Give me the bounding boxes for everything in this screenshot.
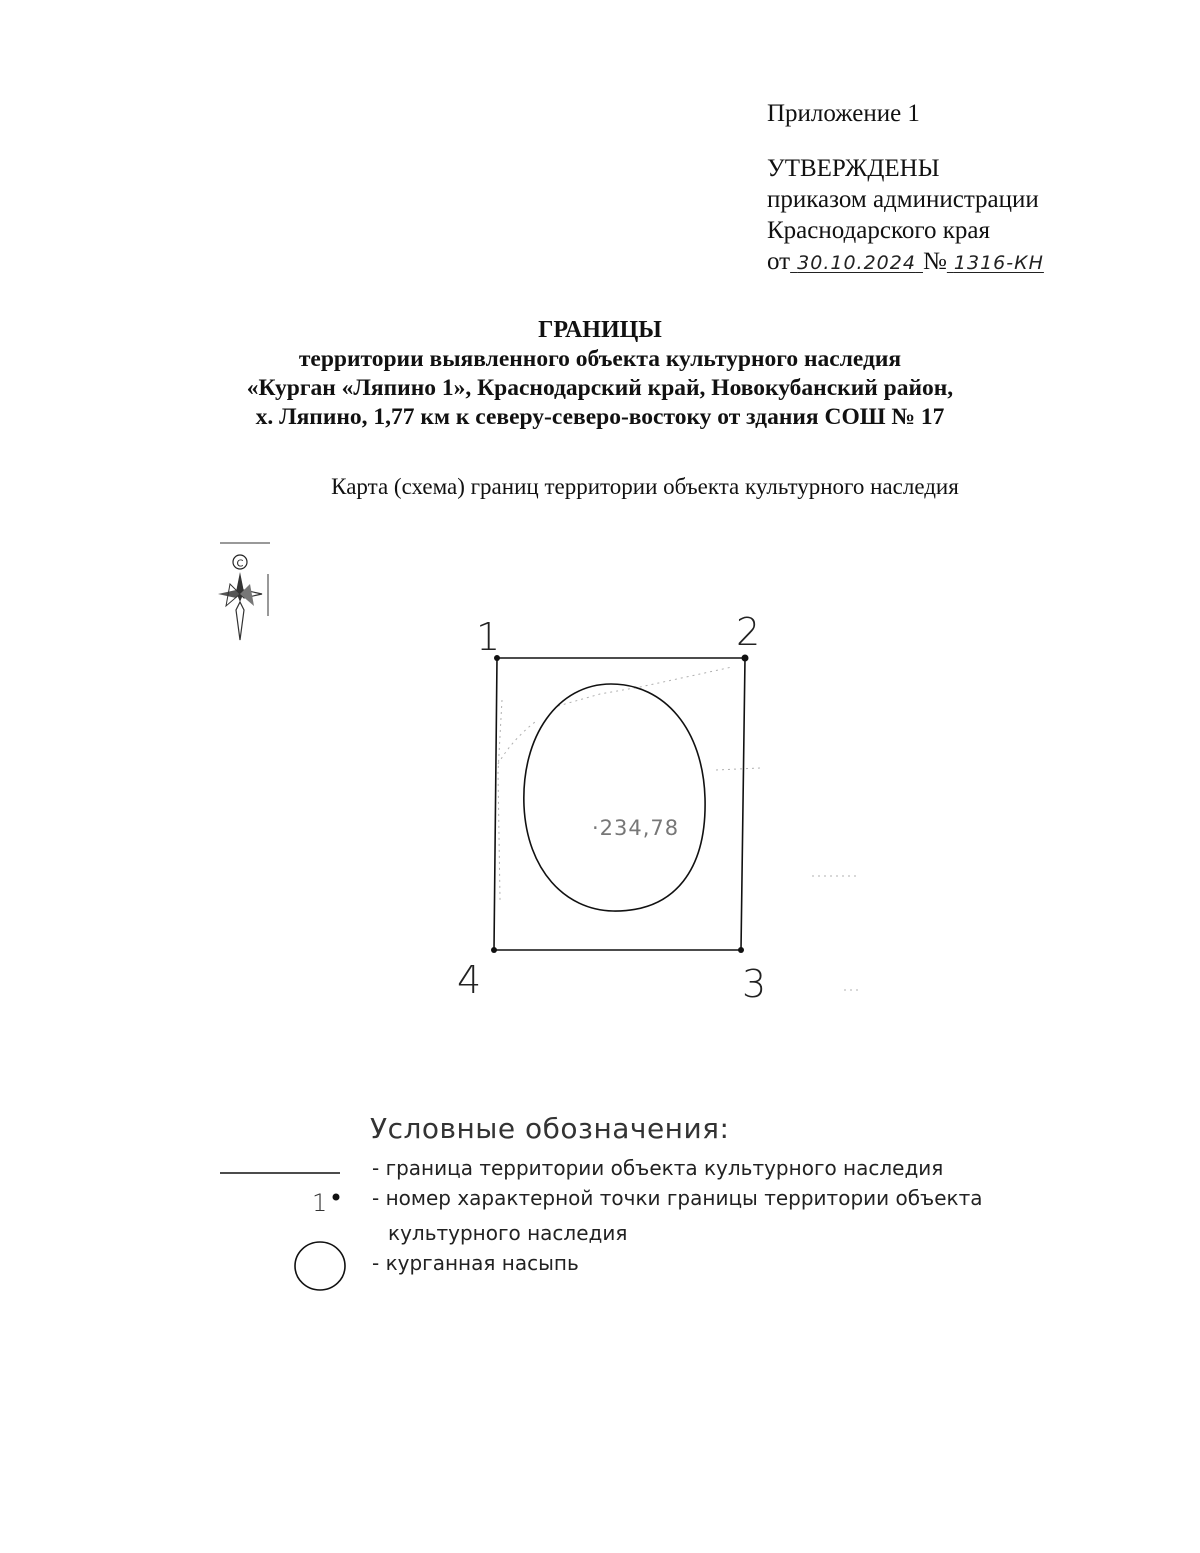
legend-point-number: 1 xyxy=(312,1189,328,1217)
point-label-1: 1 xyxy=(476,615,501,659)
legend-mound-label: - курганная насыпь xyxy=(372,1251,579,1275)
number-value: 1316-КН xyxy=(953,252,1044,274)
elevation-mark: ·234,78 xyxy=(592,816,680,840)
date-value: 30.10.2024 xyxy=(797,252,916,274)
date-prefix: от xyxy=(767,248,791,275)
number-prefix: № xyxy=(923,248,947,275)
legend-point-dot-icon xyxy=(333,1194,340,1201)
title-line-2: территории выявленного объекта культурного наследия xyxy=(298,346,902,372)
point-label-4: 4 xyxy=(457,958,482,1002)
compass-letter: С xyxy=(236,558,244,570)
point-label-2: 2 xyxy=(736,610,761,654)
region-label: Краснодарского края xyxy=(767,217,990,244)
by-order-label: приказом администрации xyxy=(767,186,1039,213)
legend-boundary-label: - граница территории объекта культурного наследия xyxy=(372,1156,944,1180)
map-subtitle: Карта (схема) границ территории объекта культурного наследия xyxy=(331,474,959,499)
legend-point-label-cont: культурного наследия xyxy=(388,1221,628,1245)
appendix-label: Приложение 1 xyxy=(767,100,920,127)
legend-mound-circle-icon xyxy=(295,1242,345,1290)
point-label-3: 3 xyxy=(742,962,767,1006)
approved-label: УТВЕРЖДЕНЫ xyxy=(767,155,940,182)
title-line-4: х. Ляпино, 1,77 км к северу-северо-востоку от здания СОШ № 17 xyxy=(255,404,945,430)
legend-point-label: - номер характерной точки границы территории объекта xyxy=(372,1186,983,1210)
title-line-1: ГРАНИЦЫ xyxy=(538,317,662,343)
legend-heading: Условные обозначения: xyxy=(370,1112,730,1145)
title-line-3: «Курган «Ляпино 1», Краснодарский край, Новокубанский район, xyxy=(246,375,954,401)
